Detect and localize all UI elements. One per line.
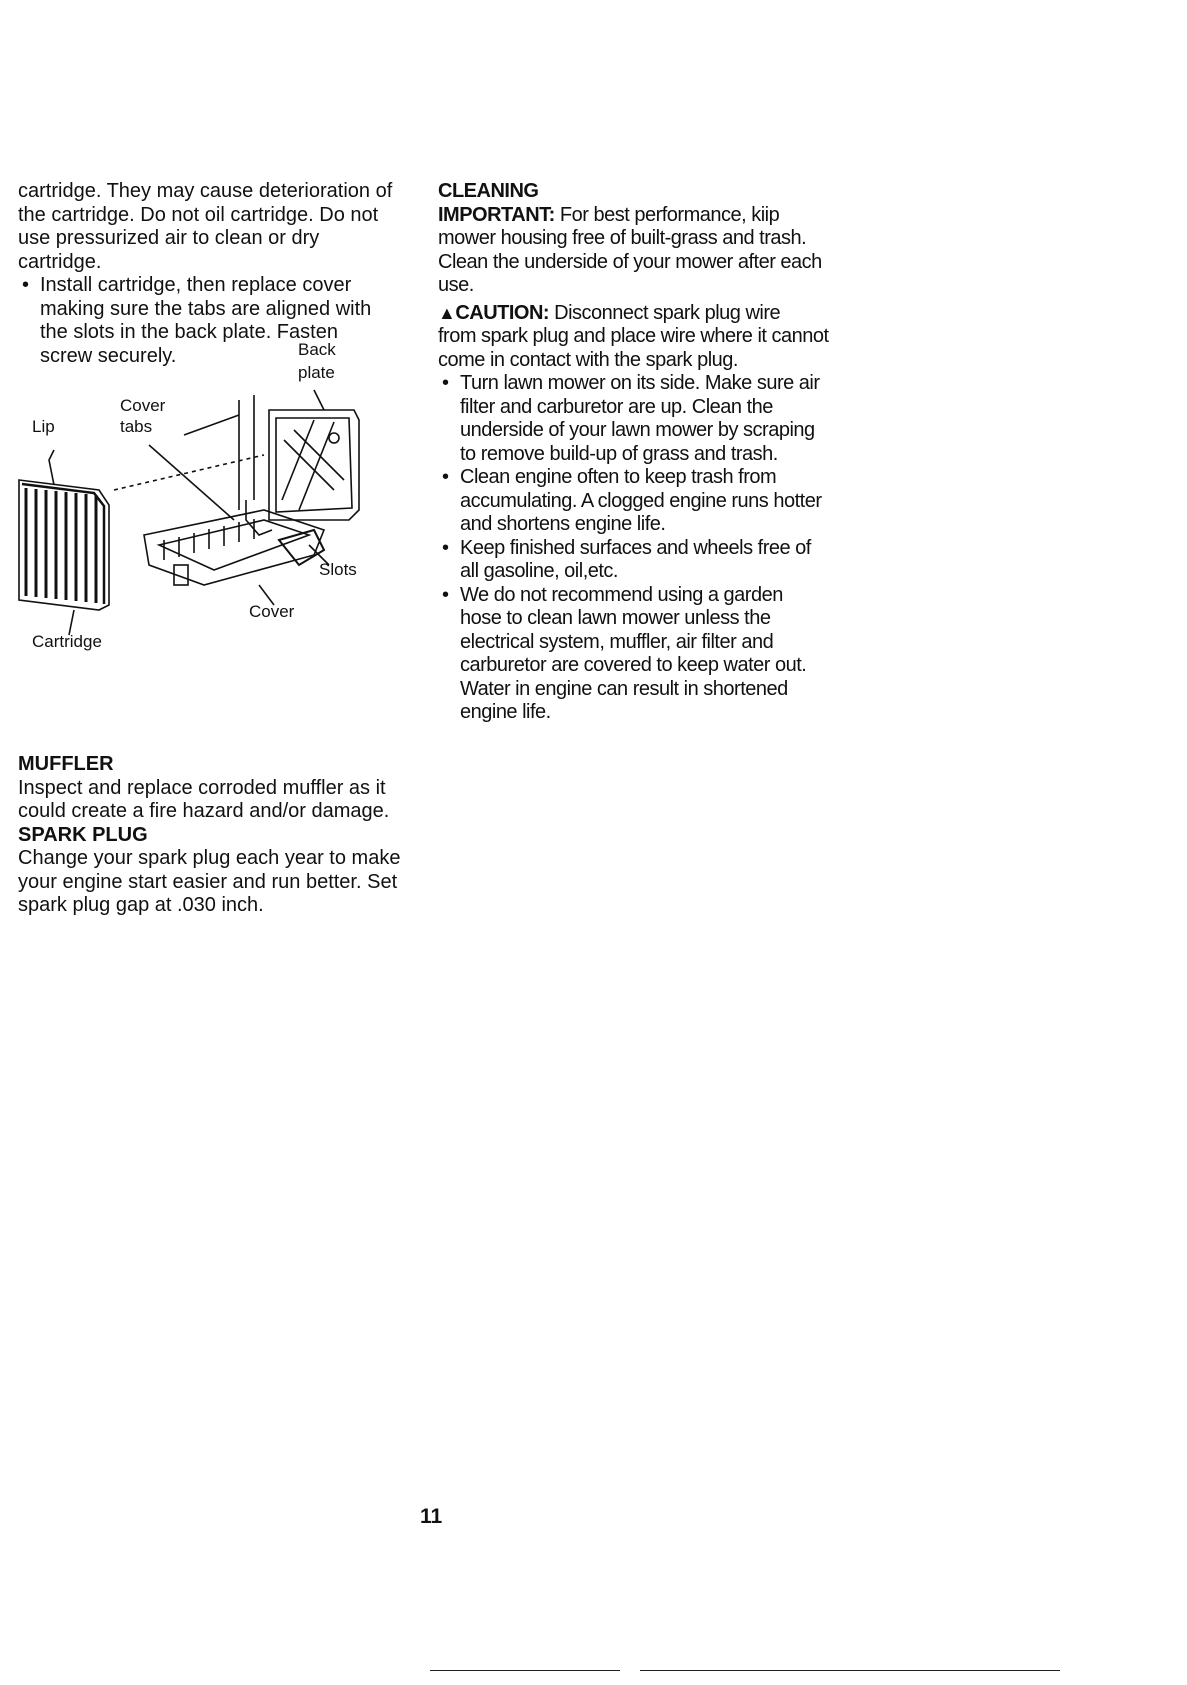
label-cover: Cover [249,602,295,621]
bullet-line: Clean engine often to keep trash from [460,466,777,488]
muffler-line: Inspect and replace corroded muffler as it [18,776,386,799]
scan-rule [640,1670,1060,1671]
spark-plug-heading: SPARK PLUG [18,823,148,846]
cover-tabs-leader-2 [149,445,234,520]
cleaning-heading: CLEANING [438,180,539,202]
cover-shape [144,510,324,585]
caution-line [438,302,858,326]
bullet-line: carburetor are covered to keep water out. [460,654,807,676]
cover-tabs-leader [184,415,239,435]
page-number: 11 [420,1505,443,1528]
important-line: Clean the underside of your mower after each [438,250,822,273]
bullet-dot: • [442,466,449,488]
intro-line: use pressurized air to clean or dry [18,227,320,249]
important-line: mower housing free of built-grass and trash. [438,227,807,249]
caution-label: CAUTION: [455,301,550,324]
install-bullet-list [18,274,418,368]
muffler-line: could create a fire hazard and/or damage. [18,800,390,822]
bullet-line: the slots in the back plate. Fasten [40,321,338,343]
bullet-line: to remove build-up of grass and trash. [460,442,778,465]
right-column [438,180,858,725]
screw-icon [329,433,339,443]
bullet-dot: • [442,536,449,559]
intro-line: the cartridge. Do not oil cartridge. Do not [18,203,379,226]
cleaning-bullet [438,372,858,466]
bullet-line: electrical system, muffler, air filter and [460,630,774,653]
bullet-line: Water in engine can result in shortened [460,677,788,700]
important-line [438,204,858,228]
back-plate-leader [314,390,324,410]
label-plate: plate [298,363,335,382]
spark-plug-line: spark plug gap at .030 inch. [18,894,264,916]
intro-line: cartridge. [18,250,102,273]
cleaning-bullet-list [438,372,858,725]
scan-rule [430,1670,620,1671]
bullet-dot: • [442,583,449,606]
label-cover-tabs-2: tabs [120,417,153,436]
caution-line: from spark plug and place wire where it cannot [438,325,829,347]
bullet-line: and shortens engine life. [460,513,666,535]
label-lip: Lip [32,417,55,436]
caution-text: Disconnect spark plug wire [554,301,781,324]
bullet-line: Keep finished surfaces and wheels free of [460,536,811,559]
lip-dashed-leader [114,455,264,490]
caution-line: come in contact with the spark plug. [438,348,738,371]
bullet-line: engine life. [460,701,551,723]
label-slots: Slots [319,560,357,579]
bullet-line: accumulating. A clogged engine runs hotter [460,489,822,512]
important-line: use. [438,274,474,296]
bullet-dot: • [22,274,30,296]
lip-leader [49,450,54,485]
bullet-line: screw securely. [40,344,177,367]
label-back: Back [298,340,336,359]
bullet-line: We do not recommend using a garden [460,583,783,606]
left-column-bottom [18,753,418,918]
left-column-top [18,180,418,368]
cleaning-bullet [438,537,858,584]
cleaning-bullet [438,466,858,537]
back-plate-shape [269,410,359,520]
important-text: For best performance, kiip [559,203,780,226]
install-bullet [18,274,418,368]
bullet-line: filter and carburetor are up. Clean the [460,395,773,418]
label-cover-tabs-1: Cover [120,396,166,415]
bullet-line: underside of your lawn mower by scraping [460,419,815,441]
bullet-line: Install cartridge, then replace cover [40,274,352,296]
spark-plug-line: Change your spark plug each year to make [18,847,401,869]
muffler-heading: MUFFLER [18,753,114,775]
bullet-line: making sure the tabs are aligned with [40,297,372,320]
important-label: IMPORTANT: [438,203,555,226]
intro-line: cartridge. They may cause deterioration of [18,180,393,202]
bullet-line: all gasoline, oil,etc. [460,560,618,582]
bullet-line: Turn lawn mower on its side. Make sure air [460,372,820,394]
bullet-line: hose to clean lawn mower unless the [460,607,771,629]
bullet-dot: • [442,372,449,394]
warning-triangle-icon: ▲ [438,302,456,323]
label-cartridge: Cartridge [32,632,102,651]
spark-plug-line: your engine start easier and run better. Set [18,870,398,893]
cleaning-bullet [438,584,858,725]
